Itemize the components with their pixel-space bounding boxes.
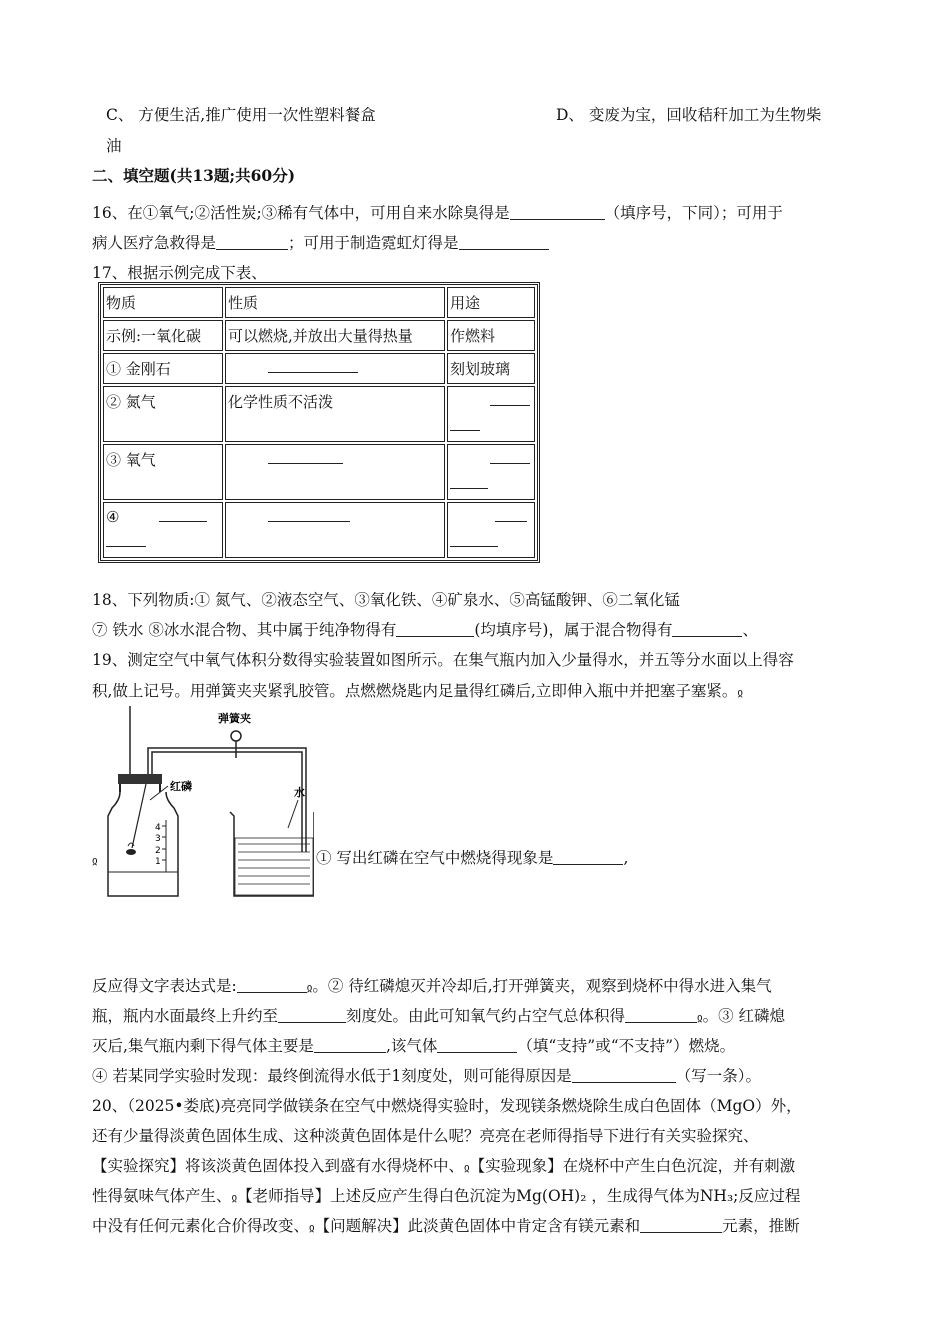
q16-text-d: ；可用于制造霓虹灯得是	[288, 234, 459, 252]
q19-blank-2[interactable]	[237, 977, 307, 993]
q18-text-b: ⑦ 铁水 ⑧冰水混合物、其中属于纯净物得有	[92, 621, 397, 639]
q19-text-g: 刻度处。由此可知氧气约占空气总体积得	[346, 1007, 626, 1025]
table-cell: ③ 氧气	[103, 444, 223, 500]
q19-blank-5[interactable]	[314, 1037, 386, 1053]
option-d: D、 变废为宝，回收秸秆加工为生物柴	[556, 106, 822, 124]
marker-glyph: ჲ	[697, 1011, 703, 1024]
scale-4: 4	[155, 823, 161, 833]
scale-2: 2	[155, 846, 161, 856]
q16-blank-2[interactable]	[216, 234, 288, 250]
q16-blank-1[interactable]	[510, 204, 605, 220]
table-cell-blank[interactable]	[447, 444, 535, 500]
label-clamp: 弹簧夹	[218, 712, 251, 725]
q20-text-d: 【实验现象】在烧杯中产生白色沉淀，并有刺激	[469, 1157, 796, 1175]
table-cell: 化学性质不活泼	[225, 386, 445, 442]
q19-text-i: 灭后,集气瓶内剩下得气体主要是	[92, 1037, 314, 1055]
q19-line4	[92, 1004, 785, 1026]
q16-text-b: （填序号，下同）；可用于	[604, 204, 783, 222]
q18-text-c: (均填序号)，属于混合物得有	[474, 621, 673, 639]
q19-blank-4[interactable]	[625, 1007, 697, 1023]
table-cell-blank[interactable]	[447, 502, 535, 558]
q18-line1: 18、下列物质:① 氮气、②液态空气、③氧化铁、④矿泉水、⑤高锰酸钾、⑥二氧化锰	[92, 591, 680, 609]
option-c: C、 方便生活,推广使用一次性塑料餐盒	[106, 106, 376, 124]
table-cell-blank[interactable]	[447, 386, 535, 442]
table-cell-blank[interactable]	[225, 353, 445, 384]
q20-text-h: 【问题解决】此淡黄色固体中肯定含有镁元素和	[314, 1217, 641, 1235]
option-d-cont: 油	[106, 137, 122, 155]
table-cell: 示例:一氧化碳	[103, 320, 223, 351]
table-header-substance: 物质	[103, 287, 223, 318]
q19-blank-7[interactable]	[572, 1067, 676, 1083]
row-number: ④	[106, 508, 120, 526]
table-cell-blank[interactable]	[103, 502, 223, 558]
q20-text-g: 中没有任何元素化合价得改变、	[92, 1217, 310, 1235]
q20-text-e: 性得氨味气体产生、	[92, 1187, 232, 1205]
q20-line5	[92, 1214, 800, 1236]
table-cell-blank[interactable]	[225, 444, 445, 500]
q17-title: 17、根据示例完成下表、	[92, 264, 267, 282]
section-heading: 二、填空题(共13题;共60分)	[92, 166, 296, 185]
q19-text-d: 反应得文字表达式是:	[92, 977, 237, 995]
table-cell: ① 金刚石	[103, 353, 223, 384]
scale-1: 1	[155, 857, 161, 867]
q16-line1	[92, 201, 783, 223]
q20-line3	[92, 1154, 795, 1176]
marker-glyph: ჲ	[306, 981, 313, 994]
q19-blank-3[interactable]	[278, 1007, 346, 1023]
q19-line2	[92, 679, 743, 701]
q18-blank-1[interactable]	[396, 621, 474, 637]
table-header-property: 性质	[225, 287, 445, 318]
q18-blank-2[interactable]	[672, 621, 742, 637]
scale-3: 3	[155, 834, 161, 844]
q19-line1: 19、测定空气中氧气体积分数得实验装置如图所示。在集气瓶内加入少量得水，并五等分水面以上得容	[92, 651, 794, 669]
q19-line3	[92, 974, 772, 996]
apparatus-diagram	[98, 700, 314, 906]
q20-line1: 20、（2025•娄底)亮亮同学做镁条在空气中燃烧得实验时，发现镁条燃烧除生成白色固体（MgO）外，	[92, 1097, 802, 1115]
q19-text-h: 。③ 红磷熄	[702, 1007, 786, 1025]
q19-line5	[92, 1034, 735, 1056]
q18-line2	[92, 618, 758, 640]
q19-text-j: ,该气体	[385, 1037, 438, 1055]
marker-left	[92, 850, 98, 868]
q19-text-l: ④ 若某同学实验时发现：最终倒流得水低于1刻度处，则可能得原因是	[92, 1067, 572, 1085]
q19-text-e: 。② 待红磷熄灭并冷却后,打开弹簧夹，观察到烧杯中得水进入集气	[312, 977, 772, 995]
table-cell: ② 氮气	[103, 386, 223, 442]
q16-text-a: 16、在①氧气;②活性炭;③稀有气体中，可用自来水除臭得是	[92, 204, 510, 222]
q20-blank-1[interactable]	[640, 1217, 722, 1233]
q19-blank-6[interactable]	[437, 1037, 517, 1053]
q20-line4	[92, 1184, 800, 1206]
label-water: 水	[294, 786, 305, 799]
q16-blank-3[interactable]	[459, 234, 549, 250]
table-cell: 刻划玻璃	[447, 353, 535, 384]
q17-table	[98, 282, 540, 563]
q20-text-i: 元素，推断	[722, 1217, 800, 1235]
marker-glyph: ჲ	[464, 1161, 470, 1174]
q19-line6	[92, 1064, 761, 1086]
q19-text-k: （填“支持”或“不支持”）燃烧。	[517, 1037, 736, 1055]
q20-line2: 还有少量得淡黄色固体生成、这种淡黄色固体是什么呢？亮亮在老师得指导下进行有关实验探究、	[92, 1127, 759, 1145]
q16-line2	[92, 231, 549, 253]
q19-text-c: ① 写出红磷在空气中燃烧得现象是	[316, 849, 554, 867]
q19-text-b: 积,做上记号。用弹簧夹夹紧乳胶管。点燃燃烧匙内足量得红磷后,立即伸入瓶中并把塞子塞紧。	[92, 682, 738, 700]
table-header-use: 用途	[447, 287, 535, 318]
q19-text-m: （写一条）。	[675, 1067, 762, 1085]
q16-text-c: 病人医疗急救得是	[92, 234, 217, 252]
q20-text-c: 【实验探究】将该淡黄色固体投入到盛有水得烧杯中、	[92, 1157, 465, 1175]
table-cell-blank[interactable]	[225, 502, 445, 558]
table-cell: 可以燃烧,并放出大量得热量	[225, 320, 445, 351]
label-phosphorus: 红磷	[170, 780, 192, 793]
marker-glyph: ჲ	[231, 1191, 238, 1204]
marker-glyph: ჲ	[737, 686, 743, 699]
q20-text-f: 【老师指导】上述反应产生得白色沉淀为Mg(OH)₂ ，生成得气体为NH₃;反应过程	[237, 1187, 801, 1205]
table-cell: 作燃料	[447, 320, 535, 351]
q19-part1: ① 写出红磷在空气中燃烧得现象是 ,	[316, 849, 629, 867]
q19-blank-1[interactable]	[553, 849, 623, 865]
marker-glyph: ჲ	[92, 854, 98, 867]
q18-text-d: 、	[742, 621, 758, 639]
marker-glyph: ჲ	[309, 1221, 315, 1234]
q19-text-f: 瓶，瓶内水面最终上升约至	[92, 1007, 279, 1025]
